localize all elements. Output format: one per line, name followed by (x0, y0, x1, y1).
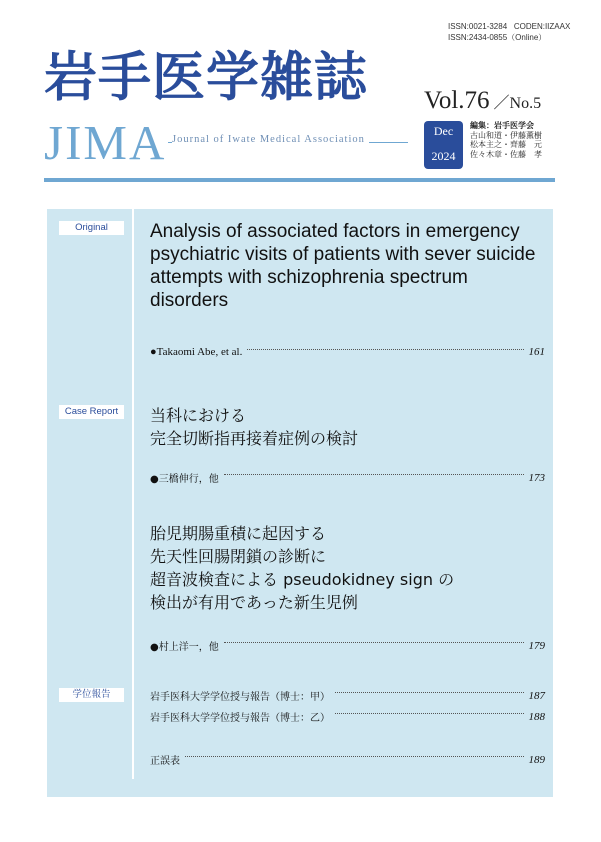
badge-degree-report: 学位報告 (59, 688, 124, 702)
page-number: 179 (528, 639, 545, 652)
page-number: 161 (528, 346, 545, 358)
volume-label: Vol.76 (424, 87, 490, 114)
issue-date-box (424, 121, 463, 169)
issn-print: ISSN:0021-3284 CODEN:IIZAAX (448, 22, 571, 31)
title-line: 完全切断指再接着症例の検討 (150, 429, 359, 448)
toc-entry-case-1[interactable] (150, 470, 545, 485)
toc-entry-case-2[interactable] (150, 638, 545, 653)
toc-entry-errata[interactable] (150, 752, 545, 767)
toc-entry-original[interactable] (150, 346, 545, 358)
journal-title-jp: 岩手医学雑誌 (44, 47, 368, 108)
badge-case-report: Case Report (59, 405, 124, 419)
editor-heading: 編集：岩手医学会 (470, 121, 534, 130)
article-authors: ●村上洋一，他 (150, 642, 219, 653)
leader-dots (335, 713, 524, 714)
article-authors: ●三橋伸行，他 (150, 474, 219, 485)
editor-line: 古山和道・伊藤薫樹 (470, 130, 542, 140)
badge-original: Original (59, 221, 124, 235)
volume-number (424, 87, 541, 118)
leader-dots (224, 642, 524, 643)
journal-abbrev: JIMA (44, 115, 167, 170)
leader-dots (224, 474, 524, 475)
article-title-case-2[interactable] (150, 522, 454, 614)
editor-line: 松本主之・齊藤 元 (470, 140, 542, 149)
toc-entry-degree-kou[interactable] (150, 688, 545, 703)
leader-dots (185, 756, 524, 757)
entry-label: 岩手医科大学学位授与報告（博士：乙） (150, 713, 330, 724)
title-line: 検出が有用であった新生児例 (150, 593, 358, 612)
header-divider (44, 178, 555, 182)
toc-entry-degree-otsu[interactable] (150, 709, 545, 724)
editor-line: 佐々木章・佐藤 孝 (470, 149, 542, 159)
page-number: 187 (528, 689, 545, 702)
title-line: 当科における (150, 406, 247, 425)
entry-label: 正誤表 (150, 756, 180, 767)
editorial-board (470, 121, 542, 159)
leader-dots (335, 692, 524, 693)
contents-divider-line (132, 209, 134, 779)
title-line: 超音波検査による pseudokidney sign の (150, 570, 455, 589)
issue-month: Dec (433, 124, 454, 138)
entry-label: 岩手医科大学学位授与報告（博士：甲） (150, 692, 330, 703)
title-line: 胎児期腸重積に起因する (150, 524, 327, 543)
page-number: 188 (528, 710, 545, 723)
issn-online: ISSN:2434-0855（Online） (448, 33, 547, 42)
issue-year: 2024 (431, 149, 456, 163)
article-title-case-1[interactable] (150, 404, 358, 450)
leader-dots (247, 349, 523, 350)
coden: CODEN:IIZAAX (513, 22, 571, 31)
page-number: 189 (528, 753, 545, 766)
article-authors: ●Takaomi Abe, et al. (150, 346, 243, 358)
article-title-original[interactable]: Analysis of associated factors in emergency psychiatric visits of patients with sever suicide attempts with schizophrenia spectrum disorders (150, 221, 536, 311)
page-number: 173 (528, 471, 545, 484)
issue-label: ／No.5 (493, 95, 542, 112)
title-line: 先天性回腸閉鎖の診断に (150, 547, 327, 566)
journal-name-en: Journal of Iwate Medical Association (172, 134, 369, 145)
